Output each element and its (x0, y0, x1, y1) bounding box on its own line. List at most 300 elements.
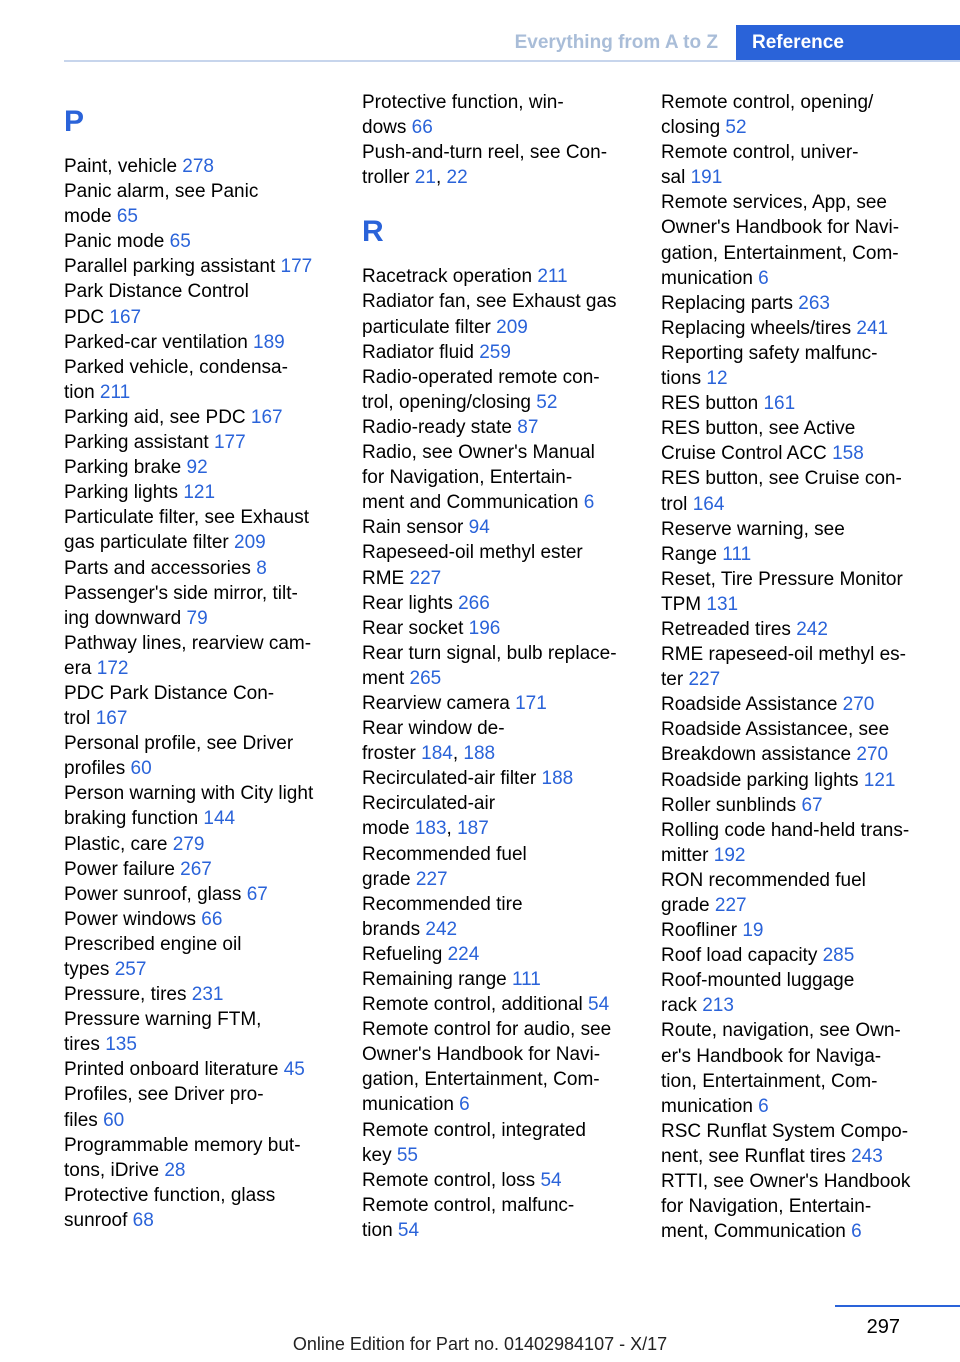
entry-text: rack (661, 995, 703, 1017)
page-reference-link[interactable]: 22 (446, 167, 468, 189)
entry-text: ment (362, 667, 410, 689)
page-reference-link[interactable]: 60 (130, 758, 152, 780)
entry-text: profiles (64, 758, 131, 780)
page-reference-link[interactable]: 270 (842, 694, 875, 716)
entry-text: Passenger's side mirror, tilt- (64, 582, 298, 604)
index-entry (661, 215, 931, 240)
index-entry (64, 1208, 334, 1233)
index-entry (64, 781, 334, 806)
index-entry (362, 165, 632, 190)
entry-text: Remote services, App, see (661, 192, 887, 214)
index-entry (362, 992, 632, 1017)
page-reference-link[interactable]: 52 (536, 391, 558, 413)
page-reference-link[interactable]: 6 (459, 1094, 470, 1116)
entry-text: tions (661, 368, 707, 390)
index-entry (362, 641, 632, 666)
entry-text: Roadside Assistance (661, 694, 843, 716)
page-reference-link[interactable]: 211 (99, 381, 131, 403)
index-entry (362, 1143, 632, 1168)
index-entry (64, 179, 334, 204)
entry-text: Remote control, additional (362, 994, 589, 1016)
page-reference-link[interactable]: 131 (706, 593, 739, 615)
entry-text: Recommended fuel (362, 843, 527, 865)
index-entry (64, 154, 334, 179)
page-reference-link[interactable]: 265 (409, 667, 442, 689)
entry-text: Radiator fan, see Exhaust gas (362, 291, 617, 313)
entry-text: trol, opening/closing (362, 391, 537, 413)
page-reference-link[interactable]: 21 (414, 167, 436, 189)
index-entry (362, 340, 632, 365)
index-entry (362, 289, 632, 314)
page-reference-link[interactable]: 167 (109, 306, 142, 328)
index-entry (362, 1168, 632, 1193)
index-entry (661, 768, 931, 793)
index-letter-heading: P (64, 105, 85, 138)
page-reference-link[interactable]: 111 (722, 543, 752, 565)
index-entry (362, 967, 632, 992)
page-reference-link[interactable]: 45 (283, 1059, 305, 1081)
page-reference-link[interactable]: 227 (409, 567, 442, 589)
index-entry (362, 616, 632, 641)
page-reference-link[interactable]: 54 (397, 1219, 420, 1241)
index-entry (661, 140, 931, 165)
entry-text: Roofliner (661, 920, 743, 942)
index-entry (661, 1018, 931, 1043)
index-entry (64, 1133, 334, 1158)
entry-text: particulate filter (362, 316, 497, 338)
page-reference-link[interactable]: 158 (832, 443, 864, 465)
index-entry (661, 617, 931, 642)
index-entry (64, 305, 334, 330)
page-reference-link[interactable]: 52 (725, 117, 747, 139)
entry-text: Roadside Assistancee, see (661, 719, 890, 741)
entry-text: PDC (64, 306, 110, 328)
index-entry (362, 140, 632, 165)
entry-text: grade (362, 868, 416, 890)
index-entry (362, 666, 632, 691)
index-entry (64, 1108, 334, 1133)
page-reference-link[interactable]: 279 (172, 833, 205, 855)
entry-text: , (446, 818, 458, 840)
entry-text: Pressure warning FTM, (64, 1009, 262, 1031)
index-entry (64, 505, 334, 530)
section-spacer (362, 190, 632, 200)
header-section-title: Everything from A to Z (514, 32, 718, 53)
entry-text: gation, Entertainment, Com- (661, 242, 899, 264)
entry-text: closing (661, 117, 726, 139)
index-entry (362, 415, 632, 440)
index-entry (362, 465, 632, 490)
entry-text: ing downward (64, 607, 187, 629)
page-reference-link[interactable]: 188 (541, 768, 574, 790)
entry-text: munication (661, 267, 759, 289)
entry-text: Power sunroof, glass (64, 883, 247, 905)
page-reference-link[interactable]: 135 (105, 1034, 137, 1056)
page-reference-link[interactable]: 8 (256, 557, 267, 579)
entry-text: brands (362, 918, 426, 940)
index-entry (661, 441, 931, 466)
index-entry (362, 892, 632, 917)
index-entry (661, 943, 931, 968)
header-chapter-tab[interactable]: Reference (736, 25, 960, 61)
index-entry (661, 90, 931, 115)
page-reference-link[interactable]: 267 (180, 858, 212, 880)
entry-text: Roof-mounted luggage (661, 970, 855, 992)
entry-text: tion, Entertainment, Com- (661, 1070, 878, 1092)
index-entry (661, 592, 931, 617)
entry-text: Parallel parking assistant (64, 256, 281, 278)
index-entry (661, 667, 931, 692)
page-reference-link[interactable]: 68 (132, 1209, 154, 1231)
entry-text: ment, Communication (661, 1221, 852, 1243)
entry-text: Park Distance Control (64, 281, 249, 303)
page-reference-link[interactable]: 257 (114, 959, 147, 980)
index-entry (661, 1194, 931, 1219)
entry-text: Parked vehicle, condensa- (64, 356, 288, 378)
index-entry (661, 1094, 931, 1119)
entry-text: Rolling code hand-held trans- (661, 819, 910, 841)
index-entry (362, 766, 632, 791)
index-entry (362, 1218, 632, 1243)
entry-text: types (64, 959, 115, 980)
entry-text: Remote control, loss (362, 1169, 541, 1191)
page-reference-link[interactable]: 227 (415, 868, 448, 890)
page-reference-link[interactable]: 242 (425, 918, 458, 940)
index-entry (661, 1069, 931, 1094)
page-reference-link[interactable]: 164 (692, 493, 725, 515)
index-entry (362, 741, 632, 766)
index-entry (661, 1044, 931, 1069)
page-reference-link[interactable]: 144 (203, 808, 236, 830)
entry-text: Remote control, univer- (661, 142, 859, 164)
page-reference-link[interactable]: 65 (116, 206, 138, 228)
entry-text: Rain sensor (362, 517, 469, 539)
index-entry (64, 832, 334, 857)
entry-text: RME (362, 567, 410, 589)
index-entry (661, 818, 931, 843)
index-entry (64, 380, 334, 405)
entry-text: Prescribed engine oil (64, 933, 242, 955)
entry-text: ter (661, 669, 689, 691)
page-reference-link[interactable]: 243 (851, 1145, 883, 1167)
index-entry (64, 355, 334, 380)
index-entry (661, 190, 931, 215)
entry-text: Recommended tire (362, 893, 523, 915)
page-reference-link[interactable]: 224 (447, 943, 480, 965)
page-reference-link[interactable]: 54 (540, 1169, 562, 1191)
entry-text: Rear lights (362, 592, 459, 614)
index-entry (64, 1082, 334, 1107)
entry-text: Rear socket (362, 617, 469, 639)
entry-text: RES button (661, 393, 764, 415)
page-reference-link[interactable]: 6 (758, 267, 769, 289)
page-reference-link[interactable]: 187 (457, 818, 489, 840)
entry-text: Panic mode (64, 231, 170, 253)
entry-text: Power failure (64, 858, 181, 880)
index-entry (661, 291, 931, 316)
page-reference-link[interactable]: 177 (213, 432, 246, 454)
entry-text: er's Handbook for Naviga- (661, 1045, 882, 1067)
entry-text: Rapeseed-oil methyl ester (362, 542, 583, 564)
index-entry (661, 241, 931, 266)
index-entry (362, 540, 632, 565)
page-reference-link[interactable]: 6 (851, 1221, 862, 1243)
index-entry (362, 867, 632, 892)
index-entry (661, 567, 931, 592)
entry-text: Printed onboard literature (64, 1059, 284, 1081)
entry-text: Parking assistant (64, 432, 214, 454)
entry-text: gas particulate filter (64, 532, 235, 554)
index-entry (661, 391, 931, 416)
entry-text: nent, see Runflat tires (661, 1145, 852, 1167)
index-entry (661, 341, 931, 366)
index-entry (64, 204, 334, 229)
entry-text: ment and Communication (362, 492, 584, 514)
index-entry (362, 315, 632, 340)
page-reference-link[interactable]: 188 (463, 743, 496, 765)
entry-text: PDC Park Distance Con- (64, 682, 275, 704)
entry-text: RSC Runflat System Compo- (661, 1120, 909, 1142)
entry-text: RES button, see Active (661, 418, 856, 440)
page-reference-link[interactable]: 213 (702, 995, 734, 1017)
index-entry (362, 716, 632, 741)
entry-text: for Navigation, Entertain- (661, 1196, 872, 1218)
page-reference-link[interactable]: 87 (517, 416, 539, 438)
page-reference-link[interactable]: 266 (458, 592, 490, 614)
entry-text: RTTI, see Owner's Handbook (661, 1171, 911, 1193)
index-entry (362, 842, 632, 867)
index-entry (362, 942, 632, 967)
index-entry (362, 566, 632, 591)
page-reference-link[interactable]: 67 (801, 794, 823, 816)
index-entry (661, 717, 931, 742)
entry-text: files (64, 1109, 104, 1131)
entry-text: Radio-operated remote con- (362, 366, 600, 388)
entry-text: Parts and accessories (64, 557, 257, 579)
entry-text: Remaining range (362, 969, 512, 990)
page-reference-link[interactable]: 209 (496, 316, 528, 338)
entry-text: Racetrack operation (362, 266, 538, 288)
page-reference-link[interactable]: 65 (169, 231, 191, 253)
index-entry (661, 266, 931, 291)
entry-text: RON recommended fuel (661, 869, 866, 891)
entry-text: dows (362, 117, 412, 139)
index-entry (661, 692, 931, 717)
entry-text: era (64, 657, 97, 679)
entry-text: munication (661, 1095, 759, 1117)
page-reference-link[interactable]: 278 (182, 156, 214, 177)
index-entry (64, 857, 334, 882)
index-entry (362, 390, 632, 415)
page-reference-link[interactable]: 259 (479, 341, 511, 363)
entry-text: Replacing parts (661, 292, 799, 314)
entry-text: RME rapeseed-oil methyl es- (661, 644, 906, 666)
page-reference-link[interactable]: 183 (414, 818, 447, 840)
index-entry (64, 455, 334, 480)
index-entry (362, 515, 632, 540)
page-reference-link[interactable]: 28 (164, 1159, 186, 1181)
entry-text: mitter (661, 844, 714, 866)
entry-text: Owner's Handbook for Navi- (661, 217, 900, 239)
entry-text: Personal profile, see Driver (64, 733, 294, 755)
entry-text: tion (362, 1219, 398, 1241)
entry-text: Plastic, care (64, 833, 173, 855)
index-entry (661, 165, 931, 190)
index-entry (362, 591, 632, 616)
entry-text: Parked-car ventilation (64, 331, 254, 353)
entry-text: Person warning with City light (64, 783, 314, 805)
page-reference-link[interactable]: 94 (468, 517, 490, 539)
index-entry (64, 756, 334, 781)
page-reference-link[interactable]: 79 (186, 607, 208, 629)
index-entry (661, 416, 931, 441)
entry-text: Paint, vehicle (64, 156, 183, 177)
page-reference-link[interactable]: 184 (421, 743, 453, 765)
index-entry (362, 791, 632, 816)
entry-text: Range (661, 543, 723, 565)
index-entry (362, 1017, 632, 1042)
entry-text: Reset, Tire Pressure Monitor (661, 568, 903, 590)
page-reference-link[interactable]: 161 (763, 393, 796, 415)
index-entry (362, 1092, 632, 1117)
entry-text: Rear window de- (362, 718, 505, 740)
entry-text: Parking brake (64, 457, 187, 479)
index-entry (661, 316, 931, 341)
index-entry (661, 993, 931, 1018)
index-entry (64, 330, 334, 355)
index-column-1 (64, 90, 334, 1233)
page-reference-link[interactable]: 227 (714, 895, 747, 916)
entry-text: Profiles, see Driver pro- (64, 1084, 264, 1106)
page-reference-link[interactable]: 211 (537, 266, 568, 288)
entry-text: tires (64, 1034, 106, 1056)
page-reference-link[interactable]: 231 (191, 984, 224, 1006)
entry-text: Radio, see Owner's Manual (362, 442, 595, 464)
page-reference-link[interactable]: 67 (246, 883, 268, 905)
entry-text: grade (661, 895, 715, 916)
index-entry (362, 264, 632, 289)
entry-text: , (452, 743, 464, 765)
entry-text: Protective function, glass (64, 1184, 276, 1206)
page-reference-link[interactable]: 66 (201, 908, 223, 930)
index-entry (661, 918, 931, 943)
entry-text: Owner's Handbook for Navi- (362, 1044, 601, 1066)
page-reference-link[interactable]: 6 (583, 492, 595, 514)
index-entry (64, 656, 334, 681)
entry-text: sal (661, 167, 691, 189)
index-entry (64, 530, 334, 555)
index-entry (661, 968, 931, 993)
entry-text: for Navigation, Entertain- (362, 467, 573, 489)
index-entry (661, 893, 931, 918)
index-entry (362, 440, 632, 465)
page-reference-link[interactable]: 111 (511, 969, 541, 990)
page-reference-link[interactable]: 167 (250, 406, 283, 428)
page-number-rule (835, 1305, 960, 1307)
entry-text: troller (362, 167, 415, 189)
page-reference-link[interactable]: 242 (796, 618, 828, 640)
index-entry (64, 254, 334, 279)
entry-text: Breakdown assistance (661, 744, 857, 766)
page-reference-link[interactable]: 263 (798, 292, 830, 314)
entry-text: tons, iDrive (64, 1159, 165, 1181)
page-reference-link[interactable]: 192 (713, 844, 746, 866)
page-reference-link[interactable]: 191 (690, 167, 723, 189)
index-entry (64, 731, 334, 756)
entry-text: Protective function, win- (362, 92, 564, 113)
index-entry (661, 466, 931, 491)
index-entry (64, 706, 334, 731)
index-entry (64, 806, 334, 831)
page-reference-link[interactable]: 189 (253, 331, 285, 353)
index-entry (64, 480, 334, 505)
entry-text: Radiator fluid (362, 341, 480, 363)
entry-text: Parking aid, see PDC (64, 406, 251, 428)
page-reference-link[interactable]: 171 (515, 692, 547, 714)
entry-text: Reporting safety malfunc- (661, 342, 878, 364)
entry-text: Roadside parking lights (661, 769, 864, 791)
page-reference-link[interactable]: 60 (103, 1109, 125, 1131)
index-entry (64, 1032, 334, 1057)
index-entry (64, 982, 334, 1007)
page-reference-link[interactable]: 55 (396, 1144, 418, 1166)
entry-text: sunroof (64, 1209, 133, 1231)
page-reference-link[interactable]: 285 (822, 945, 855, 967)
index-entry (362, 115, 632, 140)
page-reference-link[interactable]: 66 (411, 117, 433, 139)
index-entry (362, 917, 632, 942)
index-entry (64, 1057, 334, 1082)
entry-text: RES button, see Cruise con- (661, 468, 902, 490)
page-reference-link[interactable]: 121 (863, 769, 896, 791)
entry-text: Refueling (362, 943, 448, 965)
page-reference-link[interactable]: 54 (588, 994, 610, 1016)
index-entry (64, 882, 334, 907)
page-reference-link[interactable]: 227 (688, 669, 721, 691)
entry-text: Reserve warning, see (661, 518, 845, 540)
page-reference-link[interactable]: 12 (706, 368, 728, 390)
index-entry (64, 631, 334, 656)
page-reference-link[interactable]: 6 (758, 1095, 769, 1117)
entry-text: mode (362, 818, 415, 840)
page-reference-link[interactable]: 19 (742, 920, 764, 942)
index-entry (64, 279, 334, 304)
entry-text: Roof load capacity (661, 945, 823, 967)
page-reference-link[interactable]: 121 (183, 482, 216, 504)
page-reference-link[interactable]: 177 (280, 256, 313, 278)
page-reference-link[interactable]: 241 (856, 317, 889, 339)
entry-text: key (362, 1144, 397, 1166)
index-entry (362, 1193, 632, 1218)
page-reference-link[interactable]: 209 (234, 532, 266, 554)
index-entry (661, 1119, 931, 1144)
page-reference-link[interactable]: 167 (95, 708, 128, 730)
entry-text: Roller sunblinds (661, 794, 802, 816)
index-entry (64, 430, 334, 455)
entry-text: trol (64, 708, 96, 730)
entry-text: froster (362, 743, 422, 765)
index-entry (362, 816, 632, 841)
index-entry (661, 1144, 931, 1169)
index-entry (64, 907, 334, 932)
page-reference-link[interactable]: 172 (96, 657, 129, 679)
header-divider (64, 60, 960, 62)
entry-text: Radio-ready state (362, 416, 518, 438)
page-reference-link[interactable]: 270 (856, 744, 889, 766)
page-reference-link[interactable]: 196 (468, 617, 501, 639)
page-reference-link[interactable]: 92 (186, 457, 208, 479)
entry-text: Rearview camera (362, 692, 516, 714)
